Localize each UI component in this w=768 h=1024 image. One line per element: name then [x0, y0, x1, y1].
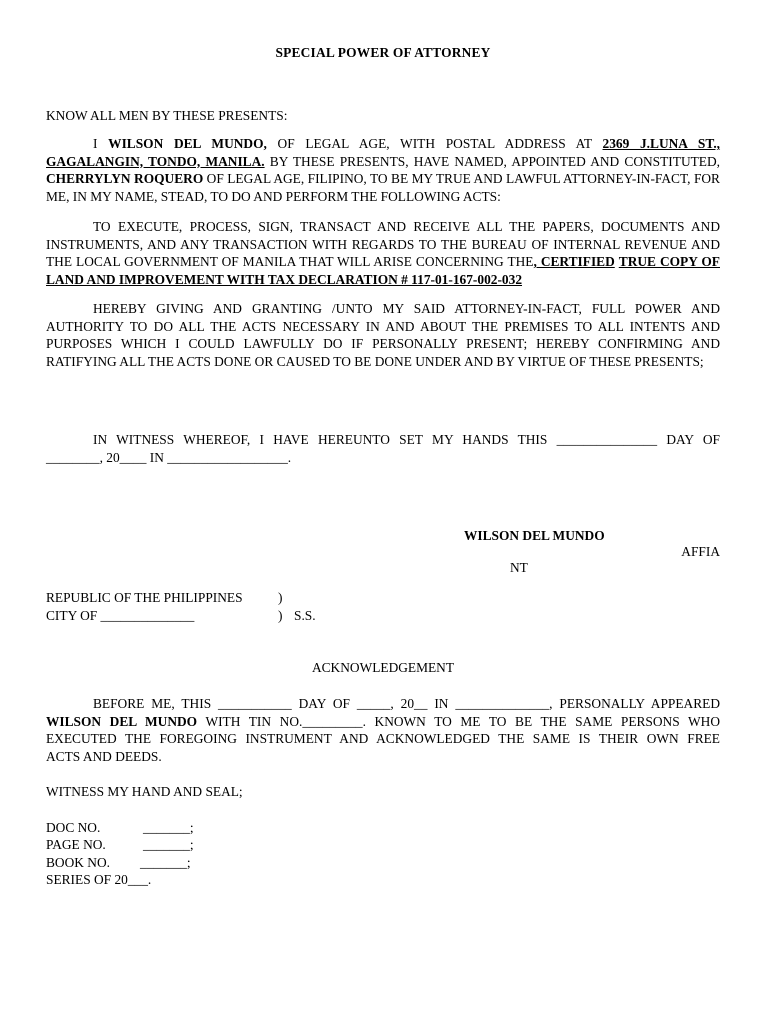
page-no-row: [46, 836, 194, 853]
venue-ss: S.S.: [294, 608, 316, 623]
doc-no-value: _______;: [143, 820, 194, 835]
venue-paren-2: ): [278, 608, 283, 623]
book-no-row: [46, 854, 194, 871]
signatory-role-part-1: AFFIA: [681, 544, 720, 559]
signatory-name: WILSON DEL MUNDO: [464, 528, 605, 543]
venue-city: CITY OF ______________: [46, 608, 195, 623]
witness-clause: [46, 431, 720, 466]
p1-text-a: I: [93, 136, 109, 151]
ack-line-3: EXECUTED THE FOREGOING INSTRUMENT AND ACKNOWLEDGED THE SAME IS THEIR OWN FREE: [46, 731, 720, 746]
series-row: SERIES OF 20___.: [46, 871, 152, 887]
paragraph-authority: HEREBY GIVING AND GRANTING /UNTO MY SAID ATTORNEY-IN-FACT, FULL POWER AND AUTHORITY TO DO ALL THE ACTS NECESSARY IN AND ABOUT THE PREMISES TO ALL INTENTS AND PURPOSES WHICH I COULD LAWFULLY DO IF PERSONALLY PRESENT; HEREBY CONFIRMING AND RATIFYING ALL THE ACTS DONE OR CAUSED TO BE DONE UNDER AND BY VIRTUE OF THESE PRESENTS;: [46, 301, 720, 369]
ack-line-1: BEFORE ME, THIS ___________ DAY OF _____, 20__ IN ______________, PERSONALLY APPEARED: [93, 696, 720, 711]
venue-country: REPUBLIC OF THE PHILIPPINES: [46, 590, 243, 605]
subject-line-2: TRUE COPY OF LAND AND IMPROVEMENT WITH TAX DECLARATION # 117-01-167-002-032: [46, 254, 720, 287]
doc-no-row: [46, 819, 194, 836]
address-line-2: GAGALANGIN, TONDO, MANILA.: [46, 153, 265, 169]
ack-line-2-text: WITH TIN NO._________. KNOWN TO ME TO BE THE SAME PERSONS WHO: [197, 713, 720, 729]
witness-seal: WITNESS MY HAND AND SEAL;: [46, 784, 243, 799]
principal-name: WILSON DEL MUNDO,: [108, 136, 267, 151]
book-no-value: _______;: [140, 854, 191, 870]
ack-line-4: ACTS AND DEEDS.: [46, 748, 162, 764]
document-title: SPECIAL POWER OF ATTORNEY: [275, 45, 491, 60]
signatory-role-part-2: NT: [510, 560, 528, 575]
paragraph-acts: [46, 218, 720, 288]
acknowledgement-body: [46, 695, 720, 765]
ack-appearing-name: WILSON DEL MUNDO: [46, 713, 198, 729]
page-no-value: _______;: [143, 837, 194, 853]
page-no-label: PAGE NO.: [46, 837, 106, 853]
ack-line-2: [46, 713, 720, 731]
subject-line-1: , CERTIFIED: [533, 254, 615, 269]
document-page: [46, 0, 720, 1024]
notary-register: [46, 819, 194, 888]
salutation: KNOW ALL MEN BY THESE PRESENTS:: [46, 108, 288, 123]
p1-text-b: OF LEGAL AGE, WITH POSTAL ADDRESS AT: [266, 136, 603, 151]
doc-no-label: DOC NO.: [46, 820, 101, 835]
address-line-1: 2369 J.LUNA ST.,: [602, 136, 721, 151]
paragraph-appointment: [46, 135, 720, 205]
book-no-label: BOOK NO.: [46, 854, 110, 870]
venue-paren-1: ): [278, 590, 283, 605]
witness-line-1: IN WITNESS WHEREOF, I HAVE HEREUNTO SET MY HANDS THIS _______________ DAY OF: [93, 432, 720, 447]
p2-text-a: TO EXECUTE, PROCESS, SIGN, TRANSACT AND RECEIVE ALL THE PAPERS, DOCUMENTS AND INSTRUMENTS, AND ANY TRANSACTION WITH REGARDS TO THE BUREAU OF INTERNAL REVENUE AND THE LOCAL GOVERNMENT OF MANILA THAT WILL ARISE CONCERNING THE: [46, 219, 720, 269]
witness-line-2: ________, 20____ IN __________________.: [46, 449, 292, 465]
p1-text-c: BY THESE PRESENTS, HAVE NAMED, APPOINTED AND CONSTITUTED,: [264, 153, 720, 169]
p1-text-d: OF LEGAL AGE, FILIPINO, TO BE MY TRUE AND LAWFUL ATTORNEY-IN-FACT, FOR ME, IN MY NAME, STEAD, TO DO AND PERFORM THE FOLLOWING ACTS:: [46, 171, 720, 204]
attorney-name: CHERRYLYN ROQUERO: [46, 171, 204, 186]
acknowledgement-heading: ACKNOWLEDGEMENT: [311, 660, 455, 675]
